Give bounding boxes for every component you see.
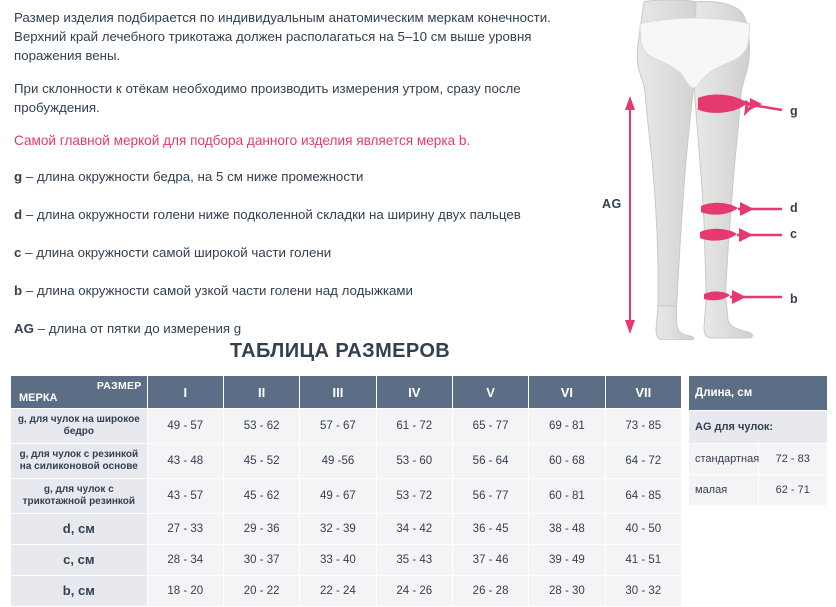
table-row: [11, 409, 682, 444]
cell: 29 - 36: [223, 514, 299, 545]
cell: 35 - 43: [376, 545, 452, 576]
cell: 57 - 67: [300, 409, 376, 444]
size-column-2: II: [223, 376, 299, 409]
size-table-head: [11, 376, 682, 409]
legs-diagram-svg: [600, 0, 836, 340]
legend-text-ag: – длина от пятки до измерения g: [33, 321, 242, 336]
intro-paragraph-2: При склонности к отёкам необходимо производить измерения утром, сразу после пробуждения.: [14, 81, 521, 115]
cell: 69 - 81: [529, 409, 605, 444]
cell: 53 - 62: [223, 409, 299, 444]
cell: 24 - 26: [376, 576, 452, 607]
cell: 28 - 30: [529, 576, 605, 607]
band-d: [701, 203, 738, 215]
table-row: [11, 479, 682, 514]
cell: 28 - 34: [147, 545, 223, 576]
length-row-standard-name: стандартная: [689, 444, 759, 475]
cell: 39 - 49: [529, 545, 605, 576]
legend-item-c: [14, 244, 594, 262]
corner-label-merka: МЕРКА: [19, 392, 58, 404]
legend-text-c: – длина окружности самой широкой части голени: [21, 245, 332, 260]
size-column-3: III: [300, 376, 376, 409]
cell: 56 - 64: [452, 444, 528, 479]
corner-label-razmer: РАЗМЕР: [96, 380, 142, 392]
legend-key-c: c: [14, 245, 22, 260]
size-column-5: V: [452, 376, 528, 409]
cell: 18 - 20: [147, 576, 223, 607]
cell: 49 - 57: [147, 409, 223, 444]
size-column-7: VII: [605, 376, 681, 409]
intro-highlight: Самой главной меркой для подбора данного изделия является мерка b.: [14, 133, 471, 148]
right-foot-shape: [704, 300, 753, 338]
length-table-body: [689, 411, 828, 506]
size-table-corner-cell: [11, 376, 148, 409]
table-row: [11, 444, 682, 479]
size-column-4: IV: [376, 376, 452, 409]
row-label-g-wide-thigh: g, для чулок на широкое бедро: [11, 409, 148, 444]
cell: 61 - 72: [376, 409, 452, 444]
size-table-header-row: [11, 376, 682, 409]
cell: 36 - 45: [452, 514, 528, 545]
figure-label-ag: AG: [602, 197, 622, 211]
figure-label-d: d: [790, 201, 798, 215]
length-table-header-row: [689, 376, 828, 411]
legend-key-ag: AG: [14, 321, 34, 336]
legend-text-d: – длина окружности голени ниже подколенной складки на ширину двух пальцев: [22, 207, 521, 222]
band-c: [700, 229, 737, 241]
cell: 34 - 42: [376, 514, 452, 545]
cell: 73 - 85: [605, 409, 681, 444]
cell: 32 - 39: [300, 514, 376, 545]
legend-item-g: [14, 168, 594, 186]
cell: 64 - 72: [605, 444, 681, 479]
legend-text-b: – длина окружности самой узкой части голени над лодыжками: [22, 283, 413, 298]
cell: 64 - 85: [605, 479, 681, 514]
intro-paragraph-1: Размер изделия подбирается по индивидуальным анатомическим меркам конечности. Верхний край лечебного трикотажа должен располагаться на 5–10 см выше уровня поражения вены.: [14, 10, 551, 63]
length-row-small-range: 62 - 71: [758, 475, 828, 506]
row-label-d: d, см: [11, 514, 148, 545]
table-row: [689, 475, 828, 506]
table-row: [689, 444, 828, 475]
length-row-standard-range: 72 - 83: [758, 444, 828, 475]
cell: 26 - 28: [452, 576, 528, 607]
length-subheader: AG для чулок:: [689, 411, 828, 444]
table-row: [11, 514, 682, 545]
legend-key-b: b: [14, 283, 23, 298]
band-b: [704, 291, 730, 300]
size-table: [10, 375, 682, 607]
table-row: [689, 411, 828, 444]
cell: 45 - 62: [223, 479, 299, 514]
figure-label-c: c: [790, 227, 797, 241]
navel-detail: [682, 10, 688, 15]
cell: 33 - 40: [300, 545, 376, 576]
table-title: ТАБЛИЦА РАЗМЕРОВ: [229, 340, 451, 362]
cell: 41 - 51: [605, 545, 681, 576]
row-label-g-knit: g, для чулок с трикотажной резинкой: [11, 479, 148, 514]
cell: 43 - 48: [147, 444, 223, 479]
legend-key-g: g: [14, 169, 23, 184]
row-label-g-silicone: g, для чулок с резинкой на силиконовой основе: [11, 444, 148, 479]
cell: 38 - 48: [529, 514, 605, 545]
legend-item-b: [14, 282, 594, 300]
cell: 53 - 72: [376, 479, 452, 514]
ag-arrow-bottom: [625, 320, 635, 334]
figure-label-b: b: [790, 292, 798, 306]
left-foot-shape: [656, 306, 694, 340]
length-table: [688, 375, 828, 506]
row-label-c: c, см: [11, 545, 148, 576]
cell: 56 - 77: [452, 479, 528, 514]
cell: 20 - 22: [223, 576, 299, 607]
size-column-6: VI: [529, 376, 605, 409]
cell: 45 - 52: [223, 444, 299, 479]
size-table-body: [11, 409, 682, 607]
cell: 43 - 57: [147, 479, 223, 514]
intro-text-block: [14, 8, 594, 358]
cell: 53 - 60: [376, 444, 452, 479]
cell: 22 - 24: [300, 576, 376, 607]
legend-item-d: [14, 206, 594, 224]
cell: 65 - 77: [452, 409, 528, 444]
legs-illustration: [600, 0, 836, 340]
cell: 60 - 68: [529, 444, 605, 479]
cell: 27 - 33: [147, 514, 223, 545]
legend-item-ag: [14, 320, 594, 338]
length-table-head: [689, 376, 828, 411]
length-row-small-name: малая: [689, 475, 759, 506]
cell: 40 - 50: [605, 514, 681, 545]
size-column-1: I: [147, 376, 223, 409]
cell: 49 - 67: [300, 479, 376, 514]
figure-label-g: g: [790, 104, 798, 118]
cell: 30 - 32: [605, 576, 681, 607]
cell: 49 -56: [300, 444, 376, 479]
cell: 37 - 46: [452, 545, 528, 576]
row-label-b: b, см: [11, 576, 148, 607]
length-table-header: Длина, см: [689, 376, 828, 411]
legend-key-d: d: [14, 207, 23, 222]
cell: 60 - 81: [529, 479, 605, 514]
table-row: [11, 576, 682, 607]
cell: 30 - 37: [223, 545, 299, 576]
ag-arrow-top: [625, 96, 635, 110]
legend-text-g: – длина окружности бедра, на 5 см ниже промежности: [22, 169, 364, 184]
